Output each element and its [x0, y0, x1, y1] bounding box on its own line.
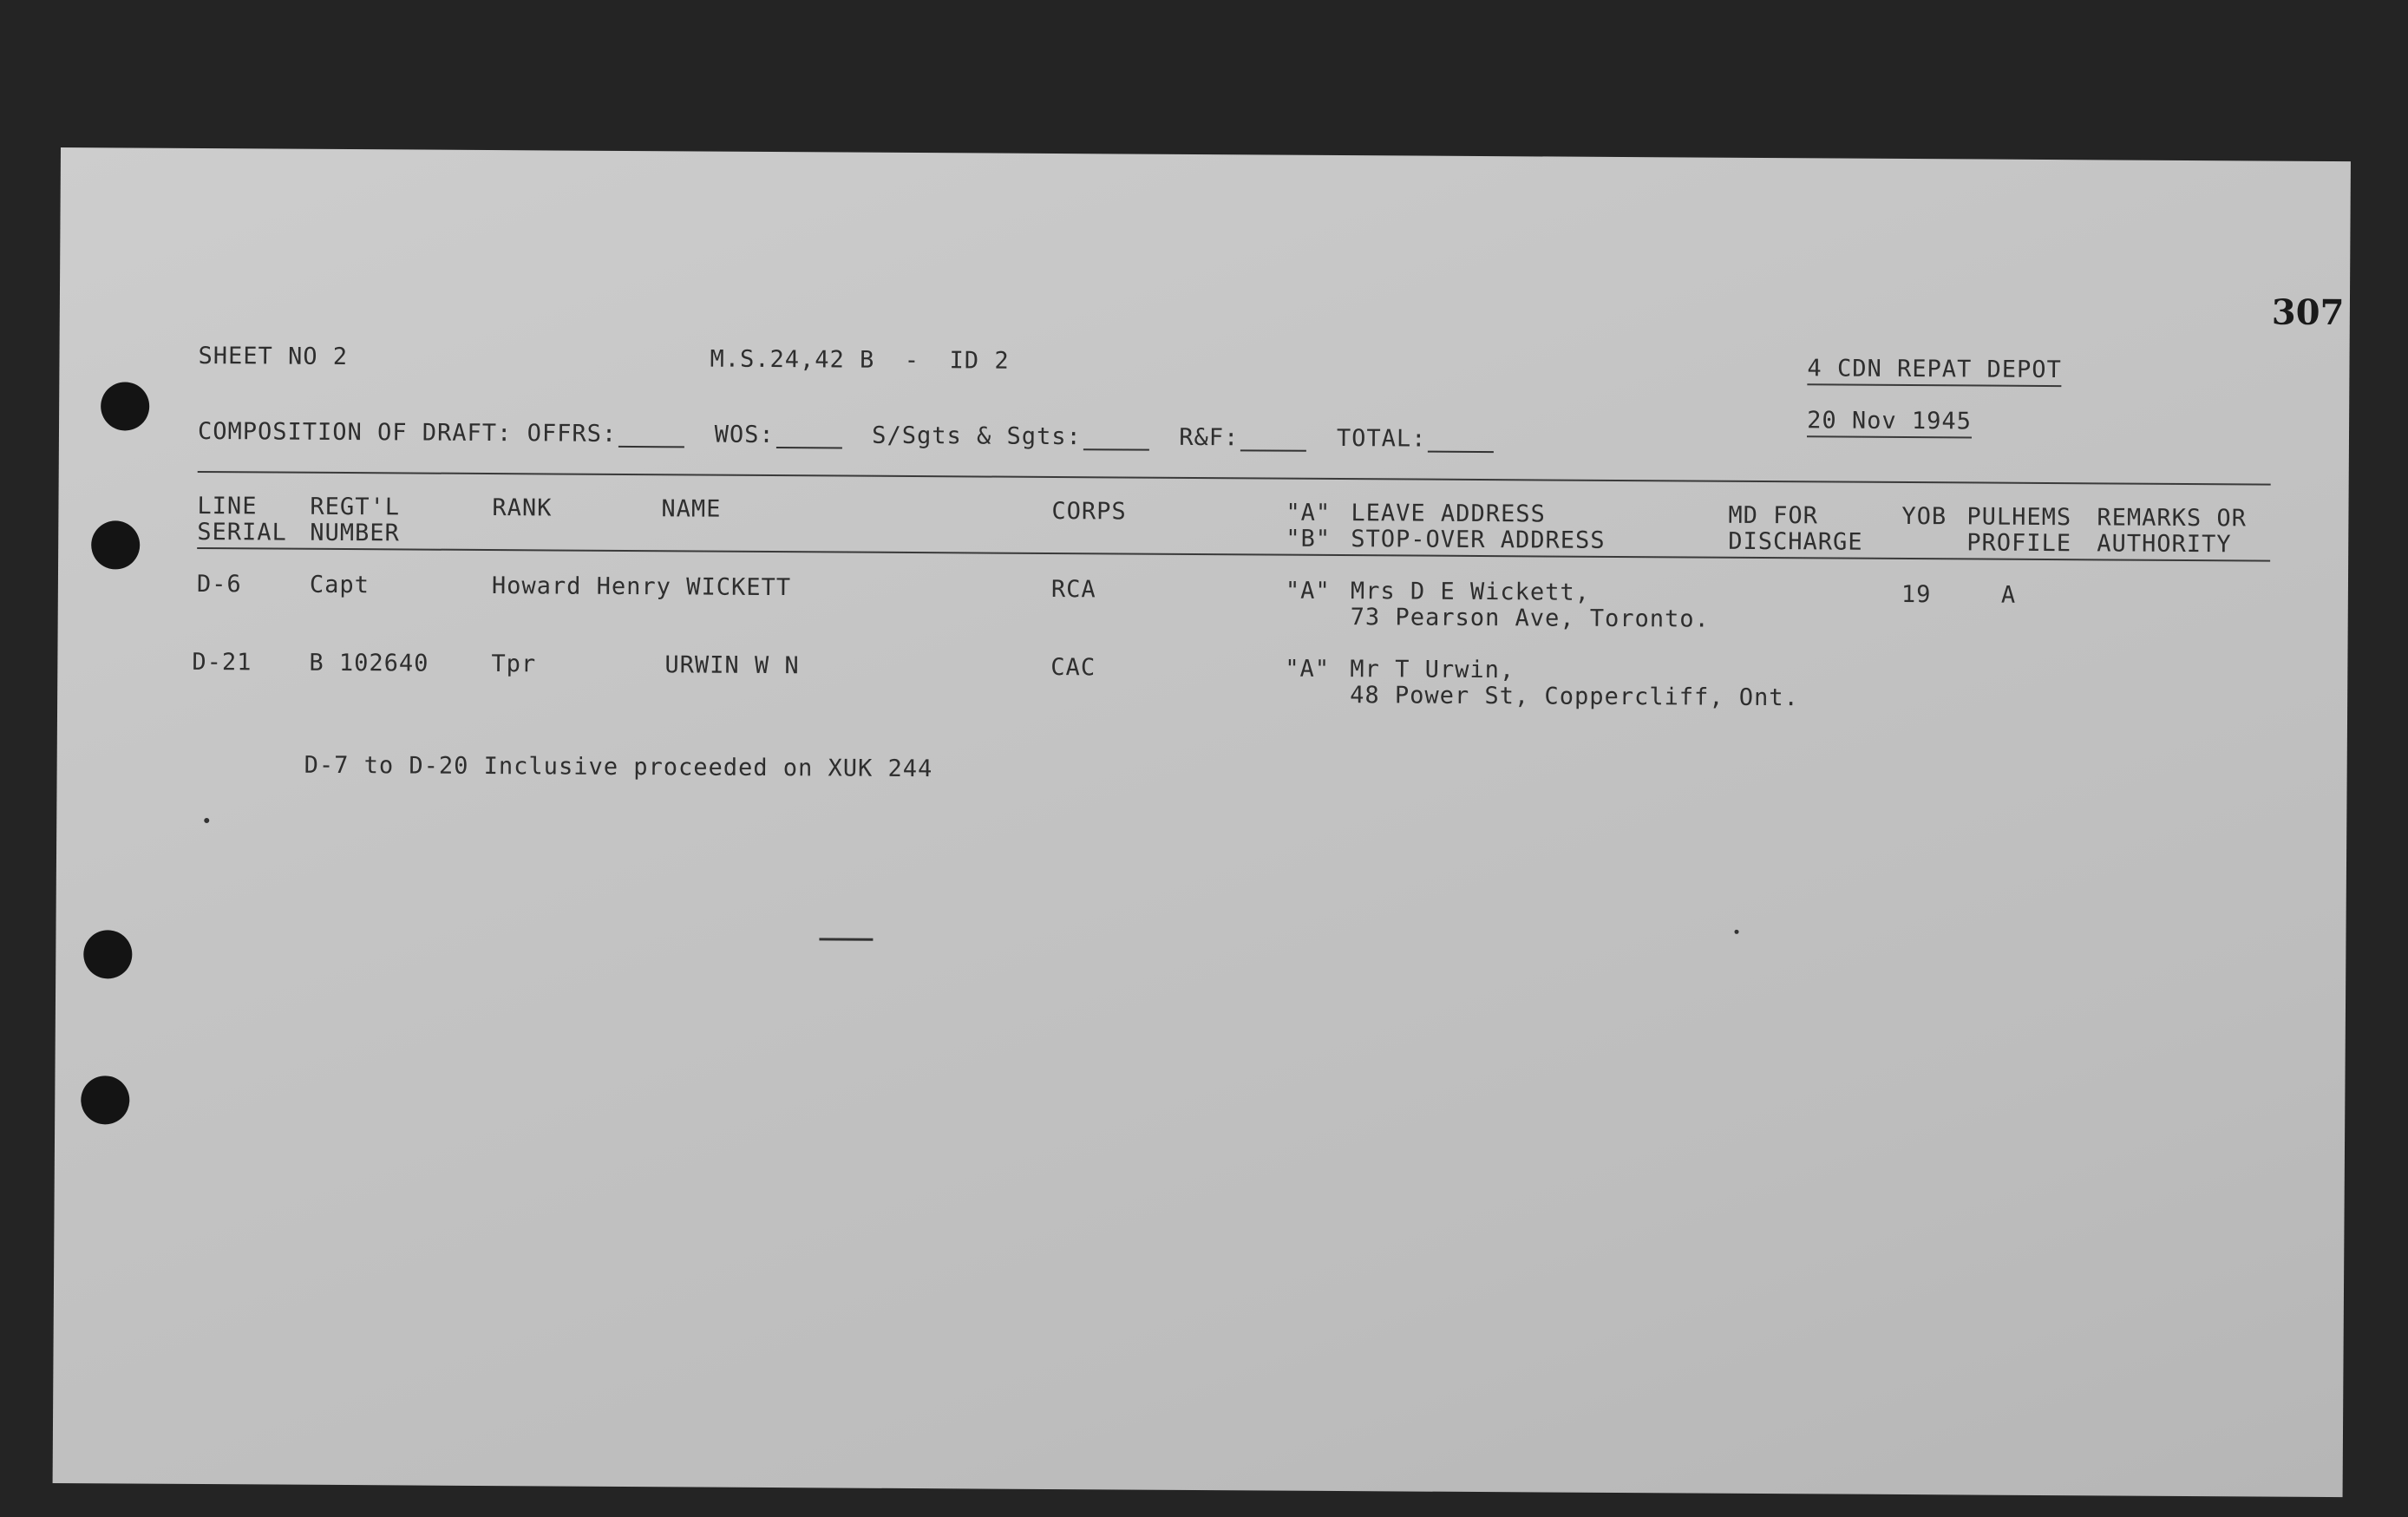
page-number: 307 — [2271, 291, 2345, 334]
reference-code: M.S.24,42 B - ID 2 — [710, 345, 1010, 375]
wos-label: WOS: — [714, 421, 775, 449]
header-line: LINE — [197, 492, 258, 520]
header-rank: RANK — [492, 494, 553, 522]
row-yob: 19 — [1901, 580, 1932, 609]
header-remarks: REMARKS OR — [2097, 504, 2248, 533]
binder-hole — [83, 930, 132, 978]
row-address-2: 73 Pearson Ave, Toronto. — [1350, 604, 1710, 633]
composition-of-draft — [198, 419, 1495, 453]
row-regtl: B 102640 — [309, 649, 429, 677]
offrs-blank — [618, 425, 684, 448]
sgts-blank — [1083, 428, 1149, 450]
row-corps: CAC — [1050, 653, 1096, 682]
composition-label: COMPOSITION OF DRAFT: — [197, 417, 513, 448]
header-profile: PROFILE — [1966, 529, 2072, 558]
header-corps: CORPS — [1051, 497, 1127, 526]
header-rule — [197, 547, 2270, 562]
wos-blank — [776, 426, 842, 448]
ink-mark — [204, 818, 209, 823]
header-leave-address: LEAVE ADDRESS — [1351, 500, 1546, 528]
row-pulhems: A — [2000, 581, 2017, 609]
header-number: NUMBER — [310, 519, 400, 547]
total-blank — [1428, 430, 1494, 453]
top-rule — [198, 471, 2271, 486]
depot-name: 4 CDN REPAT DEPOT — [1807, 356, 2062, 387]
row-address-1: Mrs D E Wickett, — [1350, 578, 1591, 606]
row-address-2: 48 Power St, Coppercliff, Ont. — [1350, 682, 1799, 712]
header-authority: AUTHORITY — [2097, 530, 2232, 559]
total-label: TOTAL: — [1336, 424, 1427, 453]
offrs-label: OFFRS: — [527, 420, 618, 448]
row-ab: "A" — [1285, 655, 1331, 683]
row-serial: D-6 — [196, 570, 242, 598]
header-b: "B" — [1286, 525, 1332, 553]
header-name: NAME — [661, 495, 722, 523]
header-serial: SERIAL — [197, 518, 287, 546]
header-yob: YOB — [1901, 502, 1947, 531]
row-name: Howard Henry WICKETT — [491, 572, 792, 602]
binder-hole — [81, 1076, 129, 1124]
rf-blank — [1240, 428, 1306, 451]
rf-label: R&F: — [1179, 423, 1240, 452]
ink-mark — [819, 938, 873, 940]
row-serial: D-21 — [192, 648, 252, 677]
header-md-for: MD FOR — [1728, 501, 1819, 530]
document-sheet — [53, 147, 2351, 1497]
binder-hole — [101, 382, 149, 430]
row-corps: RCA — [1050, 575, 1096, 604]
binder-hole — [91, 520, 140, 569]
header-stopover-address: STOP-OVER ADDRESS — [1351, 526, 1606, 554]
header-pulhems: PULHEMS — [1966, 503, 2072, 532]
row-rank: Tpr — [491, 651, 537, 678]
header-discharge: DISCHARGE — [1728, 527, 1863, 556]
sheet-number: SHEET NO 2 — [198, 342, 349, 371]
row-ab: "A" — [1285, 577, 1331, 605]
draft-note: D-7 to D-20 Inclusive proceeded on XUK 244 — [304, 751, 933, 783]
ink-mark — [1734, 930, 1738, 934]
row-name: URWIN W N — [664, 651, 800, 680]
row-address-1: Mr T Urwin, — [1350, 656, 1515, 684]
sheet-date: 20 Nov 1945 — [1807, 408, 1972, 438]
row-regtl: Capt — [309, 571, 370, 599]
header-a: "A" — [1286, 499, 1332, 526]
sgts-label: S/Sgts & Sgts: — [872, 422, 1082, 451]
header-regtl: REGT'L — [310, 493, 401, 521]
